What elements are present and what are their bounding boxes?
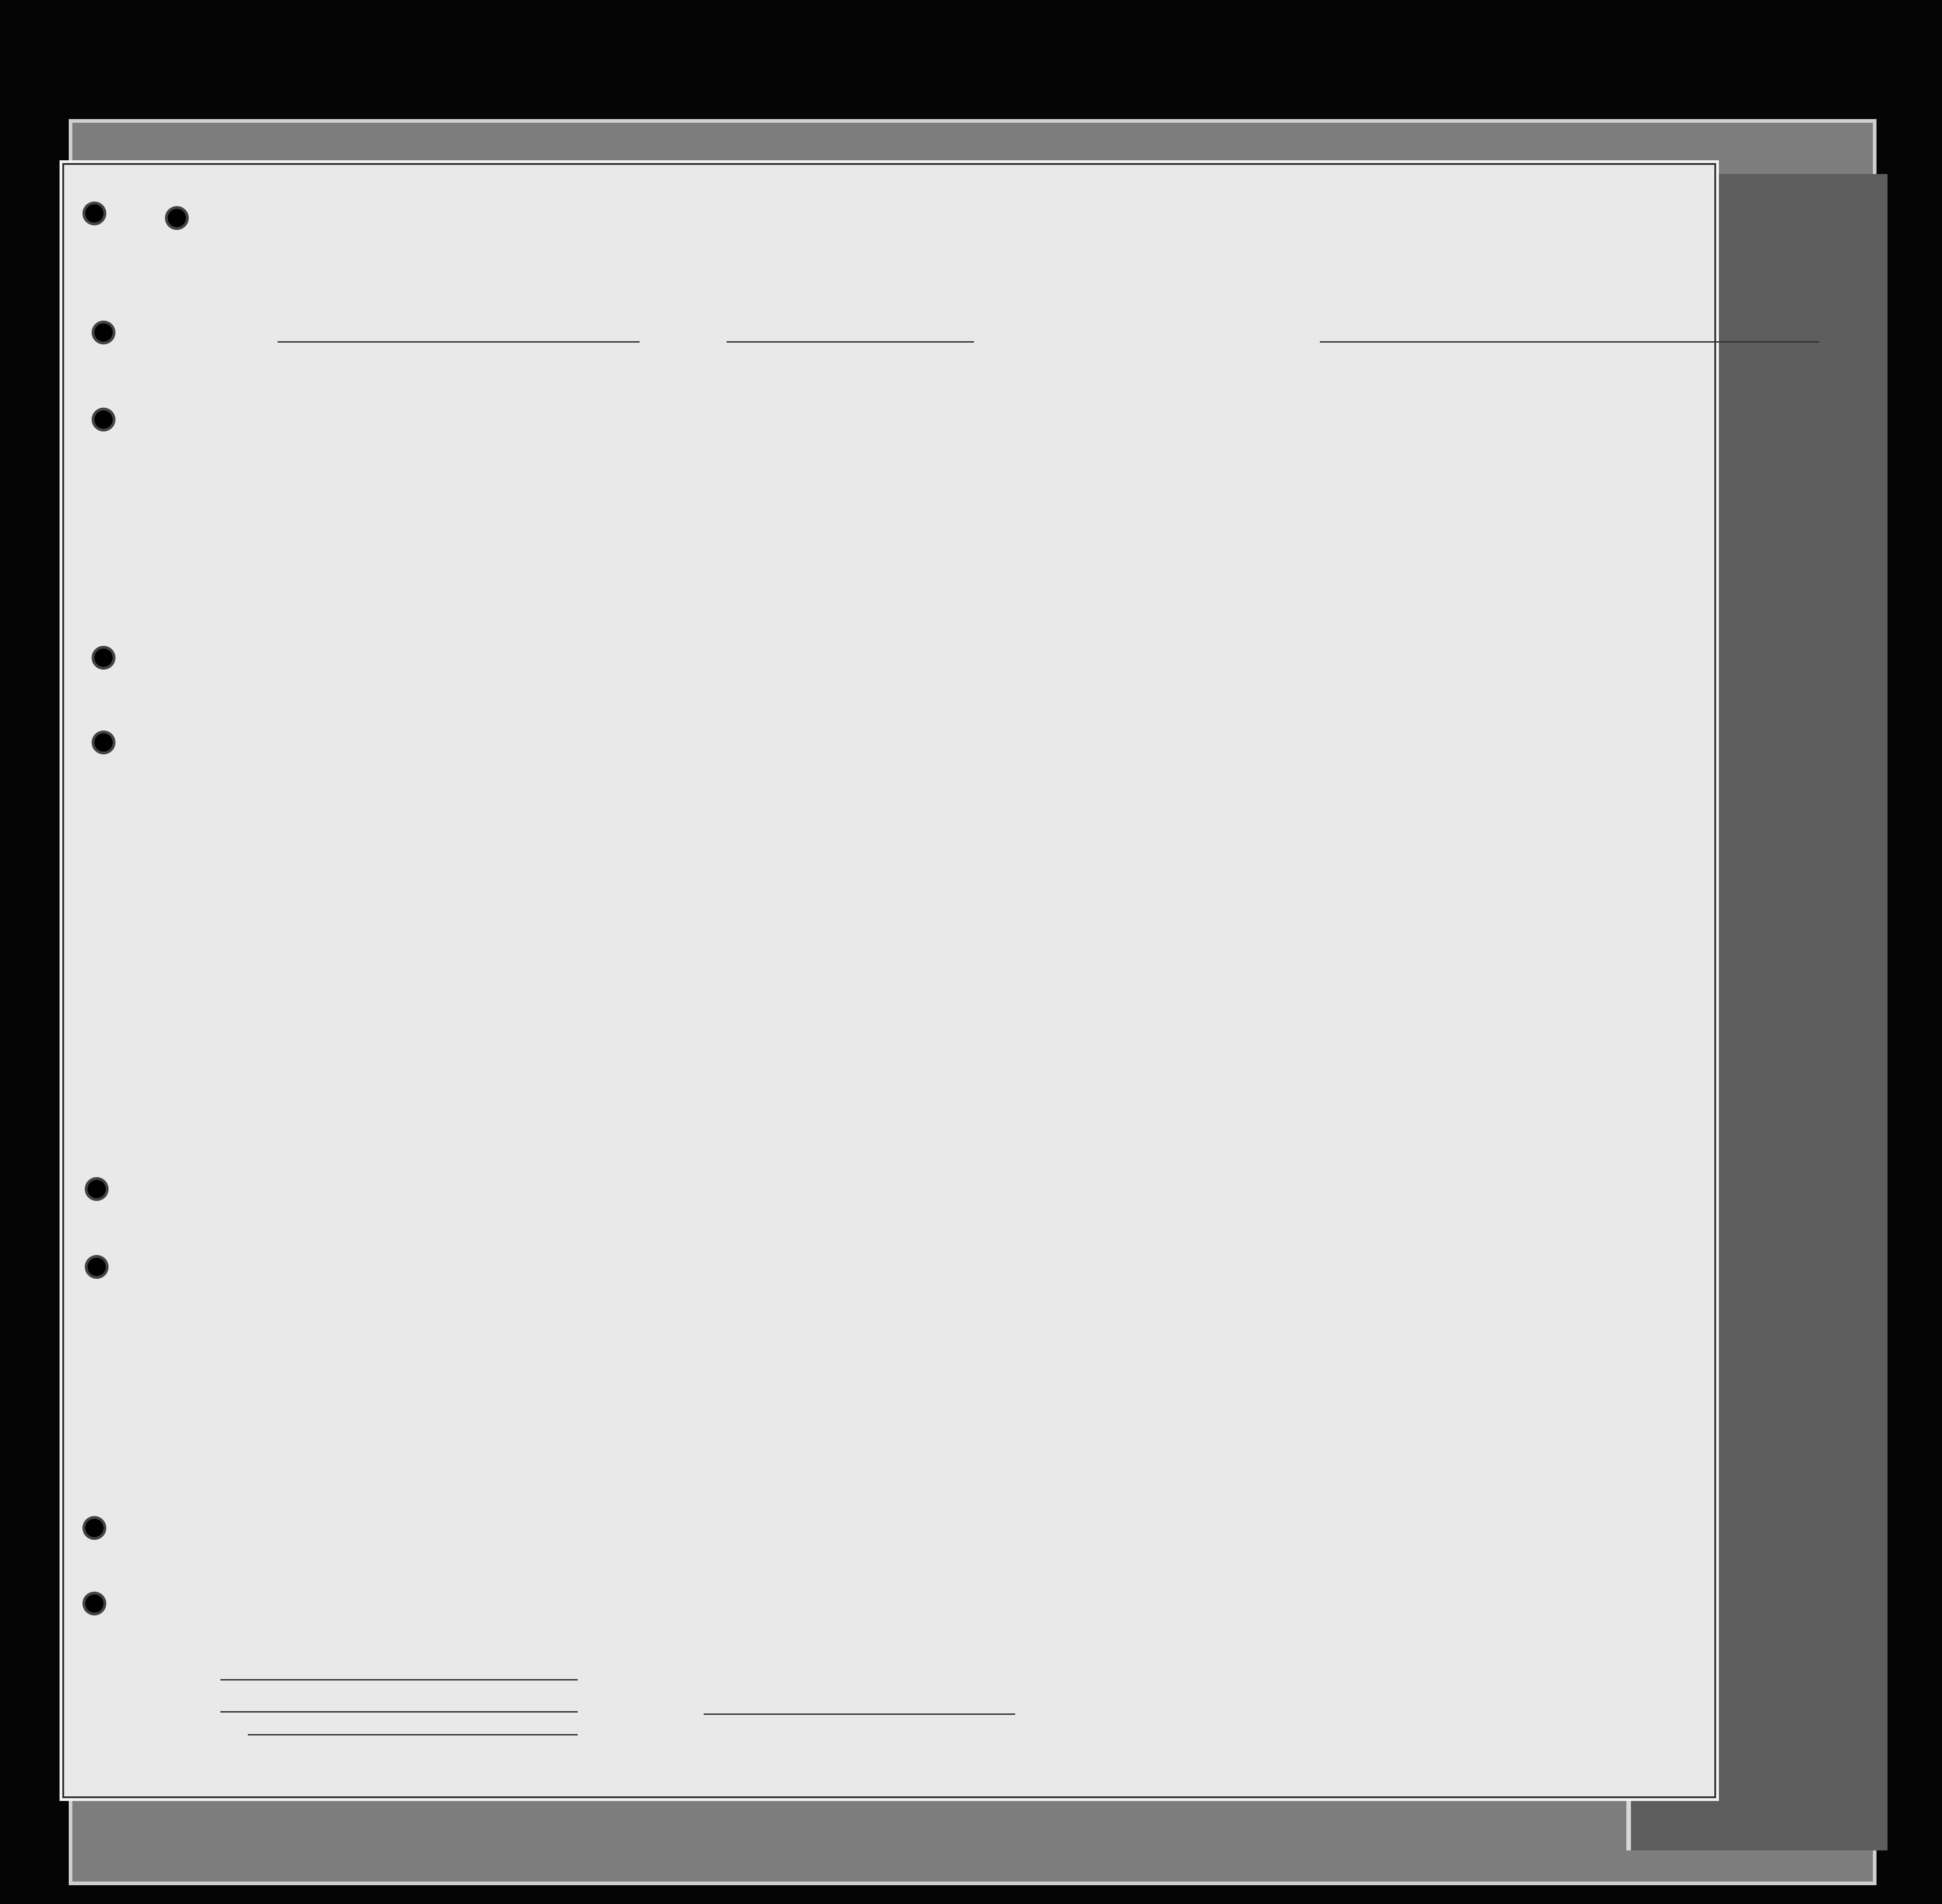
binder-hole [94,323,113,342]
manifest-sheet [60,160,1719,1801]
binder-hole [85,1594,104,1613]
binder-hole [94,410,113,429]
binder-hole [94,649,113,667]
binder-hole [94,733,113,752]
binder-hole [168,209,186,227]
binder-hole [88,1180,106,1198]
binder-hole [85,204,104,223]
binder-hole [88,1258,106,1276]
binder-hole [85,1519,104,1537]
